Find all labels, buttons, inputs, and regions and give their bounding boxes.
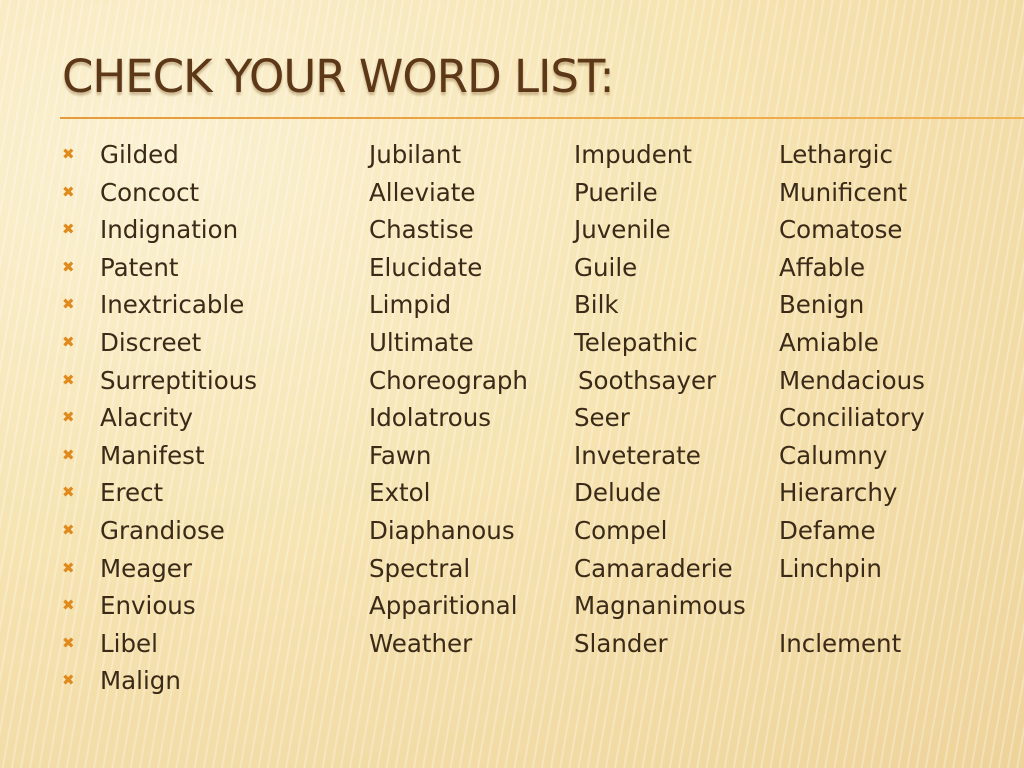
- word-column-1: [62, 136, 257, 700]
- word-list-item: ✖ Patent: [62, 249, 257, 287]
- x-mark-icon: ✖: [62, 520, 75, 539]
- word-list-item: Magnanimous: [574, 591, 746, 621]
- word-list-item: ✖ Libel: [62, 625, 257, 663]
- word-list-item: Weather: [369, 628, 473, 658]
- word-list-item: ✖ Grandiose: [62, 512, 257, 550]
- word-list-item: ✖ Erect: [62, 474, 257, 512]
- word-list-item: Puerile: [574, 177, 658, 207]
- word-list-item: Apparitional: [369, 591, 518, 621]
- word-list-item: Choreograph: [369, 365, 528, 395]
- slide-title: CHECK YOUR WORD LIST:: [62, 50, 614, 103]
- word-list-item: Limpid: [369, 290, 452, 320]
- word-list-item: Guile: [574, 252, 638, 282]
- word-list-item: Munificent: [779, 177, 908, 207]
- title-divider: [60, 117, 1024, 119]
- word-list-item: ✖ Concoct: [62, 174, 257, 212]
- word-list-item: ✖ Malign: [62, 662, 257, 700]
- x-mark-icon: ✖: [62, 370, 75, 389]
- word-list-item: Seer: [574, 403, 630, 433]
- x-mark-icon: ✖: [62, 182, 75, 201]
- word-list-item: Comatose: [779, 215, 903, 245]
- word-list-item: [779, 587, 925, 625]
- word-list-item: ✖ Inextricable: [62, 286, 257, 324]
- word-list-item: Inveterate: [574, 440, 701, 470]
- word-list-item: ✖ Alacrity: [62, 399, 257, 437]
- word-list-item: Chastise: [369, 215, 474, 245]
- word-list-item: Mendacious: [779, 365, 925, 395]
- word-list-item: ✖ Manifest: [62, 437, 257, 475]
- x-mark-icon: ✖: [62, 257, 75, 276]
- word-list-item: Alleviate: [369, 177, 476, 207]
- word-column-4: [779, 136, 925, 662]
- word-list-item: Idolatrous: [369, 403, 492, 433]
- x-mark-icon: ✖: [62, 671, 75, 690]
- x-mark-icon: ✖: [62, 483, 75, 502]
- word-list-item: Hierarchy: [779, 478, 898, 508]
- word-list-item: Ultimate: [369, 327, 474, 357]
- word-list-item: Elucidate: [369, 252, 483, 282]
- word-list-item: Affable: [779, 252, 866, 282]
- word-list-item: Juvenile: [574, 215, 671, 245]
- word-list-item: Jubilant: [369, 140, 462, 169]
- word-list-item: ✖ Discreet: [62, 324, 257, 362]
- word-list-item: Fawn: [369, 440, 432, 470]
- x-mark-icon: ✖: [62, 295, 75, 314]
- word-column-3: [574, 136, 746, 662]
- word-list-item: Spectral: [369, 553, 471, 583]
- word-list-item: Conciliatory: [779, 403, 925, 433]
- word-list-item: ✖ Surreptitious: [62, 362, 257, 400]
- x-mark-icon: ✖: [62, 220, 75, 239]
- word-list-item: Soothsayer: [578, 365, 717, 395]
- word-list-item: ✖ Envious: [62, 587, 257, 625]
- word-list-item: Delude: [574, 478, 661, 508]
- word-list-item: Inclement: [779, 628, 902, 658]
- word-list-item: Compel: [574, 515, 668, 545]
- x-mark-icon: ✖: [62, 445, 75, 464]
- word-list-item: Bilk: [574, 290, 619, 320]
- word-list-item: Defame: [779, 515, 876, 545]
- word-list-item: Slander: [574, 628, 668, 658]
- word-list-item: Telepathic: [574, 327, 698, 357]
- x-mark-icon: ✖: [62, 633, 75, 652]
- word-list-item: Camaraderie: [574, 553, 733, 583]
- x-mark-icon: ✖: [62, 145, 75, 163]
- word-list-item: Amiable: [779, 327, 879, 357]
- word-list-item: Diaphanous: [369, 515, 515, 545]
- word-column-2: [369, 136, 528, 662]
- x-mark-icon: ✖: [62, 558, 75, 577]
- x-mark-icon: ✖: [62, 596, 75, 615]
- x-mark-icon: ✖: [62, 332, 75, 351]
- word-list-item: Benign: [779, 290, 865, 320]
- word-list-item: Impudent: [574, 140, 692, 169]
- word-list-item: ✖ Gilded: [62, 136, 257, 174]
- word-list-item: Extol: [369, 478, 431, 508]
- word-list-item: ✖ Indignation: [62, 211, 257, 249]
- x-mark-icon: ✖: [62, 408, 75, 427]
- word-list-item: Linchpin: [779, 553, 882, 583]
- word-list-item: ✖ Meager: [62, 550, 257, 588]
- word-list-item: Lethargic: [779, 140, 893, 169]
- word-list-item: Calumny: [779, 440, 888, 470]
